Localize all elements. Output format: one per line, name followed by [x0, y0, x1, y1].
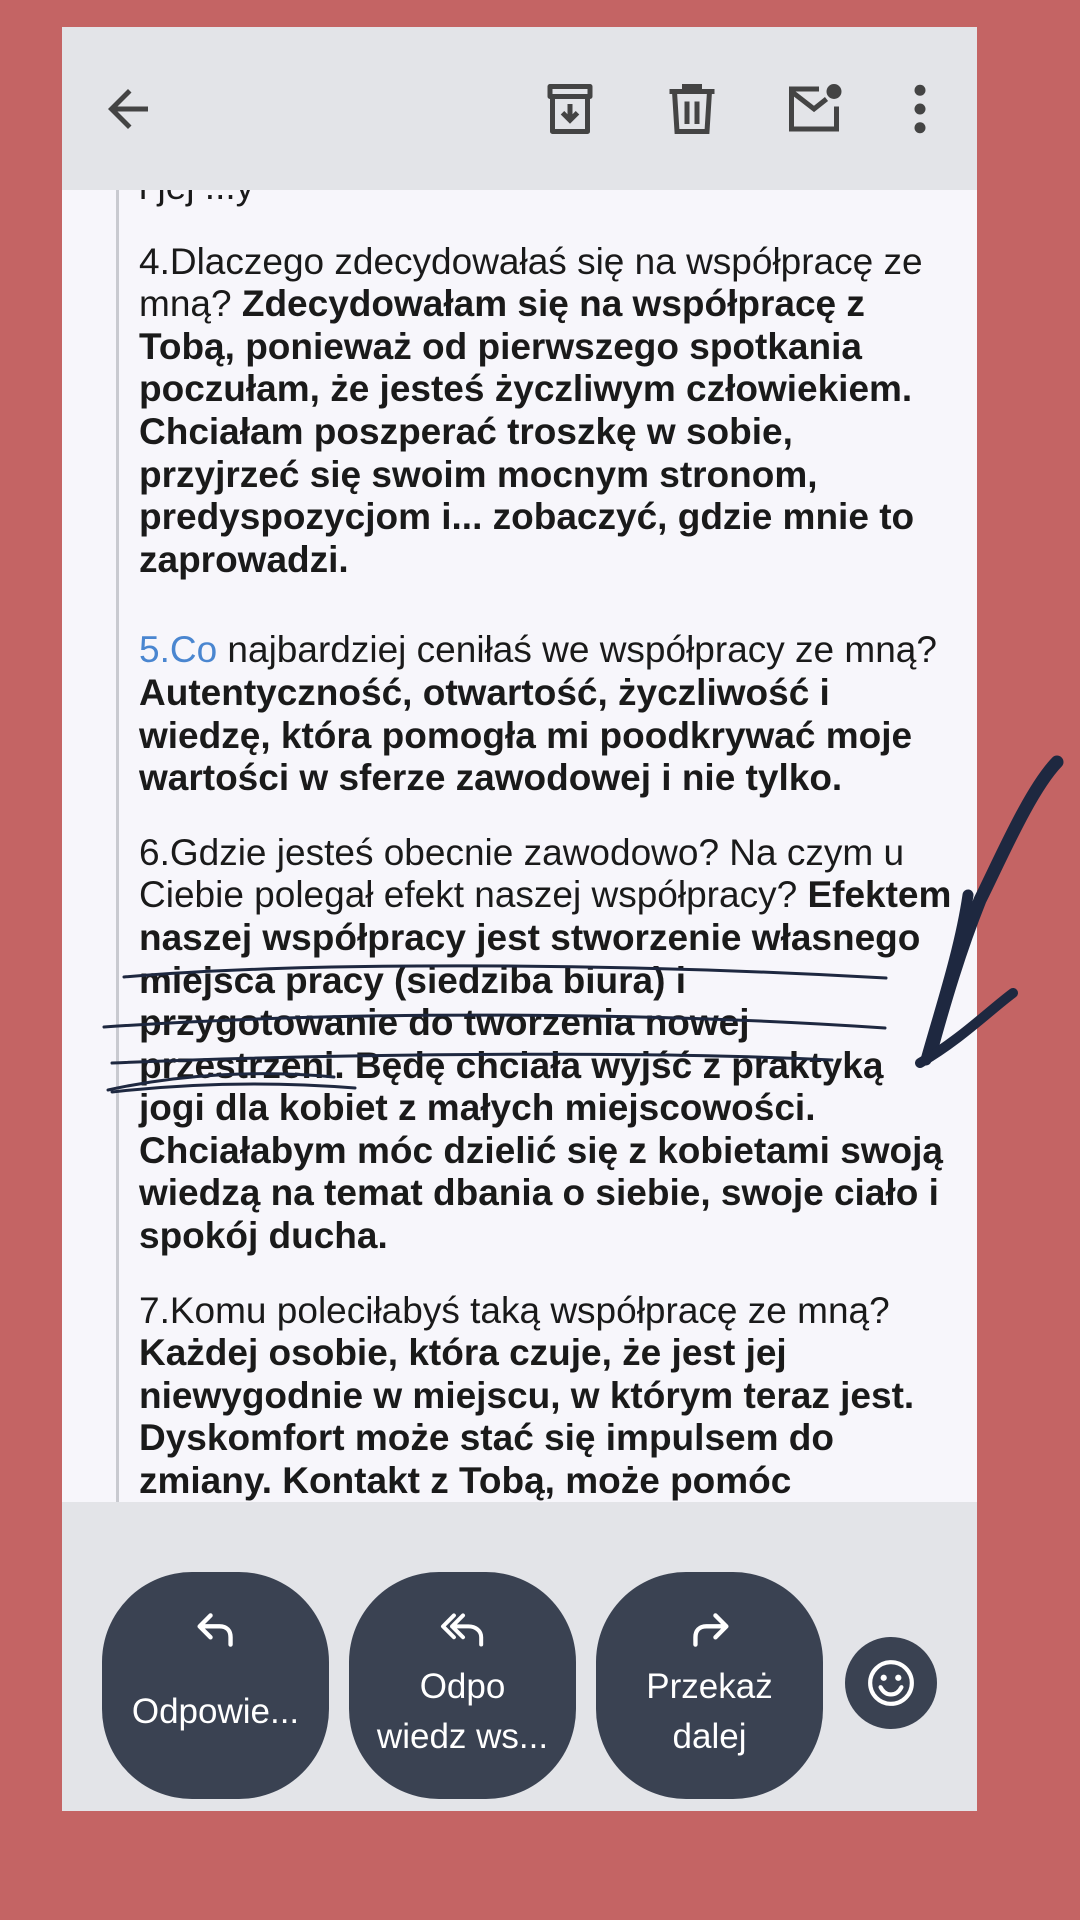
reply-all-button[interactable] [349, 1572, 576, 1799]
forward-icon [688, 1610, 732, 1650]
email-screen [62, 27, 977, 1811]
message-text [139, 166, 954, 1535]
question-5-text: najbardziej ceniłaś we współpracy ze mną? [217, 629, 937, 671]
reply-button[interactable] [102, 1572, 329, 1799]
more-vertical-icon [890, 79, 950, 139]
trash-icon [662, 79, 722, 139]
arrow-left-icon [98, 79, 158, 139]
question-4 [139, 241, 954, 582]
question-6 [139, 832, 954, 1258]
archive-button[interactable] [540, 79, 600, 139]
answer-6-text: Efektem naszej współpracy jest stworzenie własnego miejsca pracy (siedziba biura) i przygotowanie do tworzenia nowej przestrzeni. Będę chciała wyjść z praktyką jogi dla kobiet z małych miejscowości. Chciałabym móc dzielić się z kobietami swoją wiedzą na temat dbania o siebie, swoje ciało i spokój ducha. [139, 874, 952, 1257]
emoji-smile-icon [866, 1658, 916, 1708]
reply-all-icon [441, 1610, 485, 1650]
reply-icon [194, 1610, 238, 1650]
top-toolbar [62, 27, 977, 190]
back-button[interactable] [98, 79, 158, 139]
answer-5-text: Autentyczność, otwartość, życzliwość i wiedzę, która pomogła mi poodkrywać moje wartości w sferze zawodowej i nie tylko. [139, 671, 913, 799]
question-7 [139, 1290, 954, 1503]
mail-unread-icon [784, 79, 844, 139]
question-5 [139, 629, 954, 799]
emoji-reaction-button[interactable] [845, 1637, 937, 1729]
question-4-text: 4.Dlaczego zdecydowałaś się na współpracę ze mną? [139, 240, 923, 325]
archive-icon [540, 79, 600, 139]
forward-button[interactable] [596, 1572, 823, 1799]
reply-all-label: Odpo wiedz ws... [376, 1667, 549, 1756]
mark-unread-button[interactable] [784, 79, 844, 139]
question-5-link[interactable]: 5.Co [139, 629, 218, 671]
action-bar [62, 1502, 977, 1811]
message-body [62, 190, 977, 1530]
more-options-button[interactable] [890, 79, 950, 139]
reply-label: Odpowie... [131, 1692, 300, 1731]
question-7-text: 7.Komu poleciłabyś taką współpracę ze mną? [139, 1289, 890, 1331]
forward-label: Przekaż dalej [646, 1667, 773, 1756]
answer-7-text: Każdej osobie, która czuje, że jest jej niewygodnie w miejscu, w którym teraz jest. Dyskomfort może stać się impulsem do zmiany. Kontakt z Tobą, może pomóc [139, 1332, 915, 1502]
quote-bar [116, 190, 119, 1530]
delete-button[interactable] [662, 79, 722, 139]
question-6-text: 6.Gdzie jesteś obecnie zawodowo? Na czym u Ciebie polegał efekt naszej współpracy? [139, 831, 905, 916]
answer-4-text: Zdecydowałam się na współpracę z Tobą, ponieważ od pierwszego spotkania poczułam, że jesteś życzliwym człowiekiem. Chciałam poszperać troszkę w sobie, przyjrzeć się swoim mocnym stronom, predyspozycjom i... zobaczyć, gdzie mnie to zaprowadzi. [139, 283, 915, 580]
